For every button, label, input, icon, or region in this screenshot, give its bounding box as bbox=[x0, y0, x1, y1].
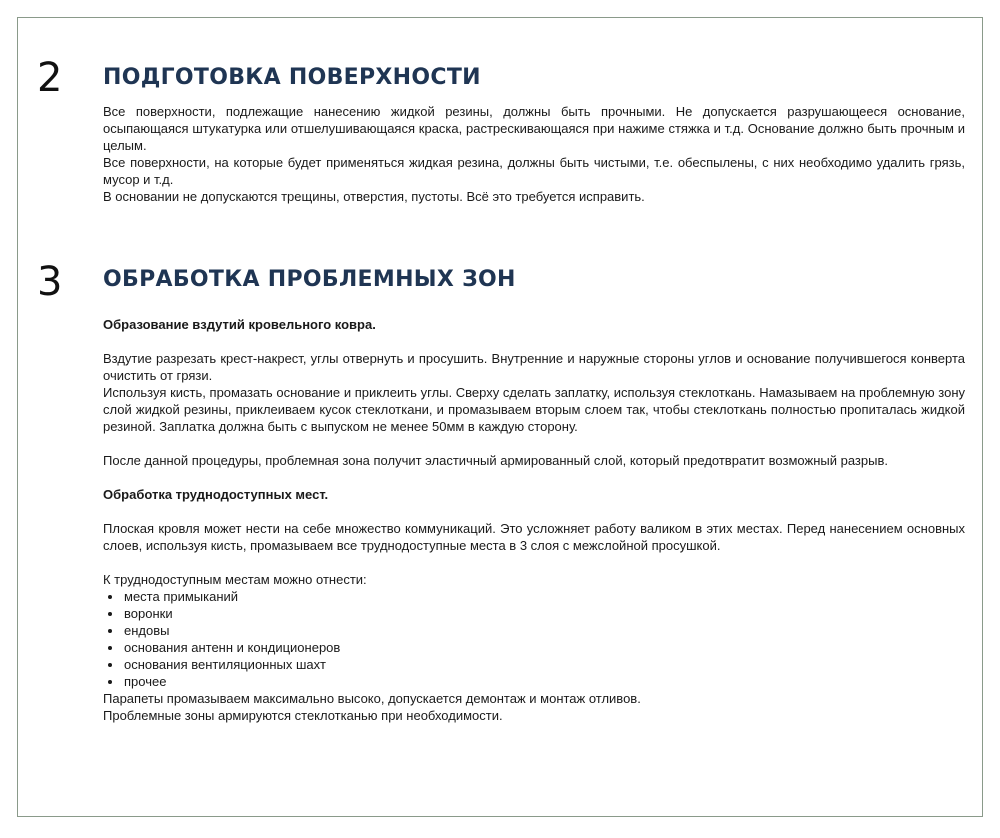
paragraph: Все поверхности, на которые будет применяться жидкая резина, должны быть чистыми, т.е. обеспылены, с них необходимо удалить грязь, мусор и т.д. bbox=[103, 155, 965, 187]
section-number-3: 3 bbox=[37, 259, 63, 305]
list-item: основания антенн и кондиционеров bbox=[124, 639, 965, 656]
section-title-surface-preparation: ПОДГОТОВКА ПОВЕРХНОСТИ bbox=[103, 65, 481, 90]
paragraph: Используя кисть, промазать основание и приклеить углы. Сверху сделать заплатку, используя стеклоткань. Намазываем на проблемную зону слой жидкой резины, приклеиваем кусок стеклоткани, и промазываем вторым слоем так, чтобы стеклоткань полностью пропиталась жидкой резиной. Заплатка должна быть с выпуском не менее 50мм в каждую сторону. bbox=[103, 385, 965, 434]
hard-to-reach-list bbox=[103, 588, 965, 690]
paragraph: Вздутие разрезать крест-накрест, углы отвернуть и просушить. Внутренние и наружные стороны углов и основание получившегося конверта очистить от грязи. bbox=[103, 351, 965, 383]
paragraph: Проблемные зоны армируются стеклотканью при необходимости. bbox=[103, 708, 503, 723]
list-item: ендовы bbox=[124, 622, 965, 639]
paragraph: Все поверхности, подлежащие нанесению жидкой резины, должны быть прочными. Не допускается разрушающееся основание, осыпающаяся штукатурка или отшелушивающаяся краска, растрескивающаяся при нажиме стяжка и т.д. Основание должно быть прочным и целым. bbox=[103, 104, 965, 153]
section-3-body bbox=[103, 316, 965, 724]
list-item: прочее bbox=[124, 673, 965, 690]
section-2-body bbox=[103, 103, 965, 205]
paragraph: Парапеты промазываем максимально высоко, допускается демонтаж и монтаж отливов. bbox=[103, 691, 641, 706]
subheading-blisters: Образование вздутий кровельного ковра. bbox=[103, 317, 376, 332]
paragraph: В основании не допускаются трещины, отверстия, пустоты. Всё это требуется исправить. bbox=[103, 189, 645, 204]
list-item: основания вентиляционных шахт bbox=[124, 656, 965, 673]
paragraph: После данной процедуры, проблемная зона получит эластичный армированный слой, который предотвратит возможный разрыв. bbox=[103, 453, 888, 468]
paragraph: К труднодоступным местам можно отнести: bbox=[103, 572, 367, 587]
list-item: места примыканий bbox=[124, 588, 965, 605]
list-item: воронки bbox=[124, 605, 965, 622]
section-number-2: 2 bbox=[37, 55, 63, 101]
section-title-problem-zones: ОБРАБОТКА ПРОБЛЕМНЫХ ЗОН bbox=[103, 267, 516, 292]
paragraph: Плоская кровля может нести на себе множество коммуникаций. Это усложняет работу валиком в этих местах. Перед нанесением основных слоев, используя кисть, промазываем все труднодоступные места в 3 слоя с межслойной просушкой. bbox=[103, 521, 965, 553]
subheading-hard-to-reach: Обработка труднодоступных мест. bbox=[103, 487, 329, 502]
